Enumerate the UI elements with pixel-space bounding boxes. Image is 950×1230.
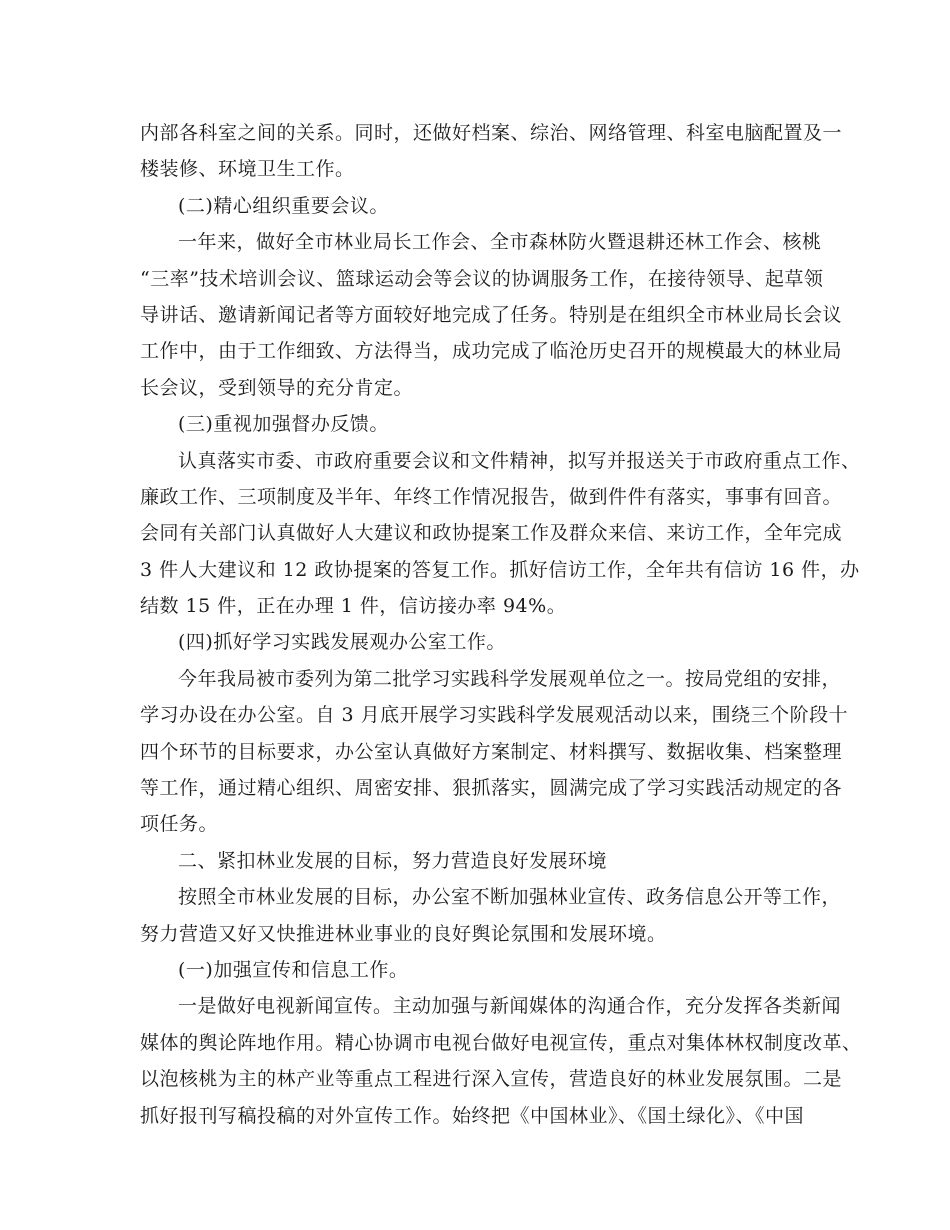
document-body bbox=[140, 115, 862, 1134]
text-line: 媒体的舆论阵地作用。精心协调市电视台做好电视宣传，重点对集体林权制度改革、 bbox=[140, 1031, 862, 1054]
text-line: 工作中，由于工作细致、方法得当，成功完成了临沧历史召开的规模最大的林业局 bbox=[140, 340, 843, 363]
text-line: “三率”技术培训会议、篮球运动会等会议的协调服务工作，在接待领导、起草领 bbox=[140, 267, 824, 290]
text-line: (四)抓好学习实践发展观办公室工作。 bbox=[178, 631, 506, 654]
text-line: 抓好报刊写稿投稿的对外宣传工作。始终把《中国林业》、《国土绿化》、《中国 bbox=[140, 1104, 805, 1127]
text-line: (二)精心组织重要会议。 bbox=[178, 194, 389, 217]
text-line: 按照全市林业发展的目标，办公室不断加强林业宣传、政务信息公开等工作， bbox=[178, 886, 842, 909]
text-line: 二、紧扣林业发展的目标，努力营造良好发展环境 bbox=[178, 849, 608, 872]
text-line: 长会议，受到领导的充分肯定。 bbox=[140, 376, 414, 399]
text-line: 四个环节的目标要求，办公室认真做好方案制定、材料撰写、数据收集、档案整理 bbox=[140, 740, 843, 763]
text-line: 一年来，做好全市林业局长工作会、全市森林防火暨退耕还林工作会、核桃 bbox=[178, 231, 822, 254]
text-line: 一是做好电视新闻宣传。主动加强与新闻媒体的沟通合作，充分发挥各类新闻 bbox=[178, 995, 842, 1018]
text-line: 结数 15 件，正在办理 1 件，信访接办率 94%。 bbox=[140, 595, 567, 618]
text-line: 以泡核桃为主的林产业等重点工程进行深入宣传，营造良好的林业发展氛围。二是 bbox=[140, 1068, 843, 1091]
text-line: 项任务。 bbox=[140, 813, 219, 836]
text-line: 廉政工作、三项制度及半年、年终工作情况报告，做到件件有落实，事事有回音。 bbox=[140, 485, 843, 508]
text-line: 等工作，通过精心组织、周密安排、狠抓落实，圆满完成了学习实践活动规定的各 bbox=[140, 777, 843, 800]
text-line: 楼装修、环境卫生工作。 bbox=[140, 158, 355, 181]
text-line: 学习办设在办公室。自 3 月底开展学习实践科学发展观活动以来，围绕三个阶段十 bbox=[140, 704, 849, 727]
text-line: 3 件人大建议和 12 政协提案的答复工作。抓好信访工作，全年共有信访 16 件，办 bbox=[140, 558, 860, 581]
text-line: (三)重视加强督办反馈。 bbox=[178, 413, 389, 436]
text-line: 认真落实市委、市政府重要会议和文件精神，拟写并报送关于市政府重点工作、 bbox=[178, 449, 861, 472]
text-line: 导讲话、邀请新闻记者等方面较好地完成了任务。特别是在组织全市林业局长会议 bbox=[140, 303, 843, 326]
text-line: 今年我局被市委列为第二批学习实践科学发展观单位之一。按局党组的安排， bbox=[178, 667, 842, 690]
text-line: (一)加强宣传和信息工作。 bbox=[178, 958, 409, 981]
text-line: 努力营造又好又快推进林业事业的良好舆论氛围和发展环境。 bbox=[140, 922, 667, 945]
text-line: 会同有关部门认真做好人大建议和政协提案工作及群众来信、来访工作，全年完成 bbox=[140, 522, 843, 545]
text-line: 内部各科室之间的关系。同时，还做好档案、综治、网络管理、科室电脑配置及一 bbox=[140, 122, 843, 144]
